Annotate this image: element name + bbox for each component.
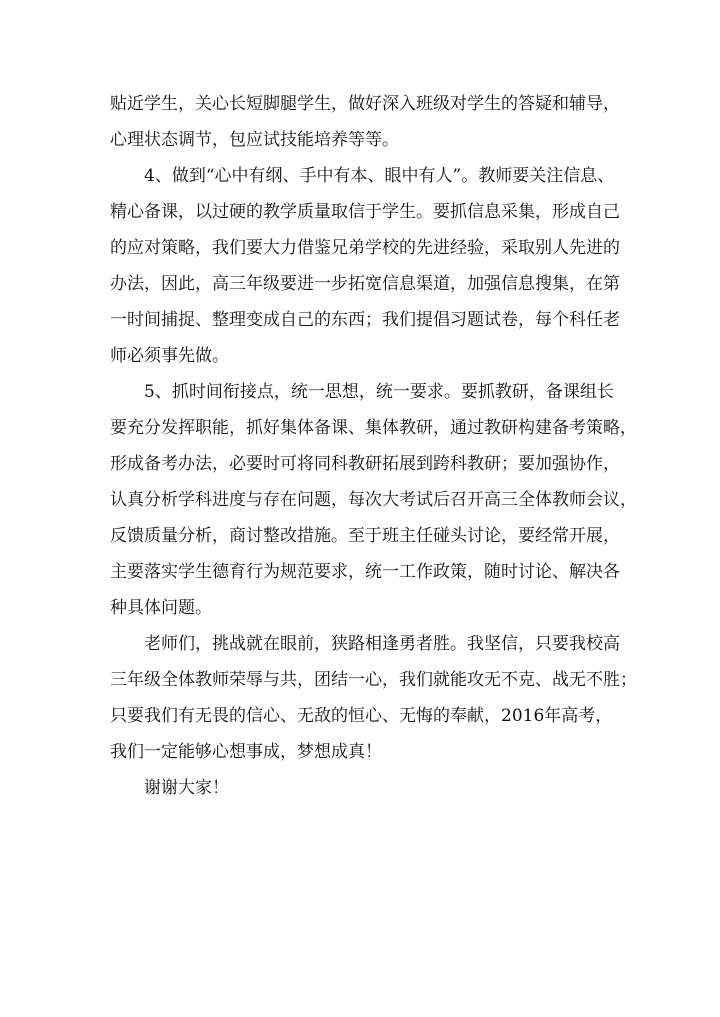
paragraph-start-line: 5、抓时间衔接点，统一思想，统一要求。要抓教研，备课组长 <box>144 382 614 402</box>
text-line: 贴近学生，关心长短脚腿学生，做好深入班级对学生的答疑和辅导， <box>110 94 620 114</box>
text-line: 要充分发挥职能，抓好集体备课、集体教研，通过教研构建备考策略， <box>110 418 637 438</box>
text-line: 精心备课，以过硬的教学质量取信于学生。要抓信息采集，形成自己 <box>110 202 620 222</box>
text-line: 种具体问题。 <box>110 598 212 618</box>
text-line: 我们一定能够心想事成，梦想成真！ <box>110 742 382 762</box>
text-line: 师必须事先做。 <box>110 346 229 366</box>
text-line: 主要落实学生德育行为规范要求，统一工作政策，随时讨论、解决各 <box>110 562 620 582</box>
text-line: 心理状态调节，包应试技能培养等等。 <box>110 130 399 150</box>
closing-line: 谢谢大家！ <box>144 778 229 798</box>
text-line: 办法，因此，高三年级要进一步拓宽信息渠道，加强信息搜集，在第 <box>110 274 620 294</box>
paragraph-start-line: 4、做到“心中有纲、手中有本、眼中有人”。教师要关注信息、 <box>144 166 615 186</box>
text-line: 的应对策略，我们要大力借鉴兄弟学校的先进经验，采取别人先进的 <box>110 238 620 258</box>
paragraph-start-line: 老师们，挑战就在眼前，狭路相逢勇者胜。我坚信，只要我校高 <box>144 634 620 654</box>
text-line: 反馈质量分析，商讨整改措施。至于班主任碰头讨论，要经常开展， <box>110 526 620 546</box>
text-line: 认真分析学科进度与存在问题，每次大考试后召开高三全体教师会议， <box>110 490 637 510</box>
text-line: 只要我们有无畏的信心、无敌的恒心、无悔的奉献，2016年高考， <box>110 706 613 726</box>
text-line: 形成备考办法，必要时可将同科教研拓展到跨科教研；要加强协作， <box>110 454 620 474</box>
text-line: 一时间捕捉、整理变成自己的东西；我们提倡习题试卷，每个科任老 <box>110 310 620 330</box>
text-line: 三年级全体教师荣辱与共，团结一心，我们就能攻无不克、战无不胜； <box>110 670 637 690</box>
document-body <box>110 86 637 806</box>
